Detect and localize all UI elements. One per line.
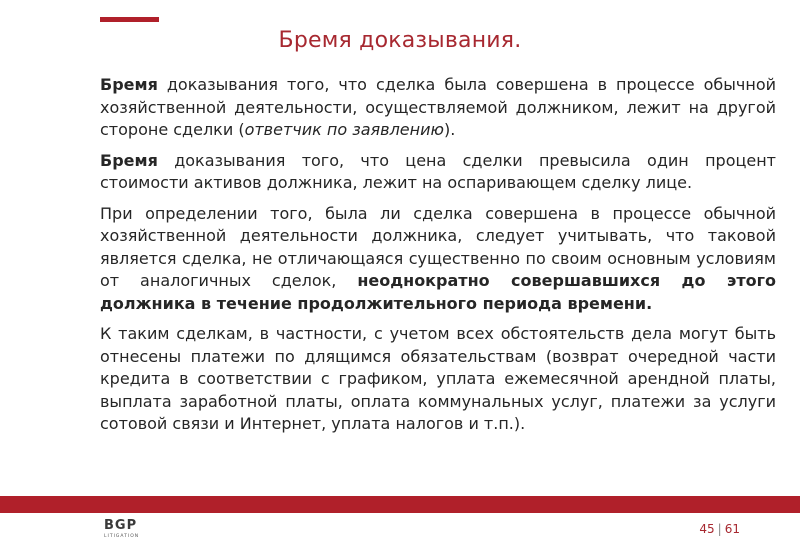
paragraph-bold: неоднократно совершавшихся до этого должника в течение продолжительного периода времени. xyxy=(100,271,777,313)
page-number xyxy=(699,522,740,536)
slide-title: Бремя доказывания. xyxy=(278,28,522,53)
paragraph-examples xyxy=(100,323,776,436)
paragraph-text: При определении того, была ли сделка совершена в процессе обычной хозяйственной деятельности должника, следует учитывать, что таковой является сделка, не отличающаяся существенно по своим основным условиям от аналогичных сделок, xyxy=(100,203,776,290)
paragraph-italic: ответчик по заявлению xyxy=(244,120,444,139)
paragraph-text: доказывания того, что сделка была совершена в процессе обычной хозяйственной деятельности, осуществляемой должником, лежит на другой стороне сделки ( xyxy=(100,75,776,139)
page-separator: | xyxy=(717,522,722,536)
slide-body xyxy=(100,74,776,444)
paragraph-definition xyxy=(100,203,776,316)
page-current: 45 xyxy=(699,522,715,536)
paragraph-burden-ordinary-activity xyxy=(100,74,776,142)
logo-sub-text: LITIGATION xyxy=(104,534,140,539)
logo-main-text: BGP xyxy=(104,518,138,533)
paragraph-text: доказывания того, что цена сделки превысила один процент стоимости активов должника, лежит на оспаривающем сделку лице. xyxy=(100,150,776,192)
paragraph-burden-price xyxy=(100,150,776,195)
paragraph-text: К таким сделкам, в частности, с учетом всех обстоятельств дела могут быть отнесены платежи по длящимся обязательствам (возврат очередной части кредита в соответствии с графиком, уплата ежемесячной арендной платы, выплата заработной платы, оплата коммунальных услуг, платежи за услуги сотовой связи и Интернет, уплата налогов и т.п.). xyxy=(100,324,776,433)
bgp-litigation-logo xyxy=(104,519,148,541)
page-total: 61 xyxy=(724,522,740,536)
bottom-accent-bar xyxy=(0,496,800,513)
paragraph-lead: Бремя xyxy=(100,75,158,94)
paragraph-lead: Бремя xyxy=(100,150,158,170)
top-accent-bar xyxy=(100,17,159,22)
paragraph-tail: ). xyxy=(443,120,456,139)
